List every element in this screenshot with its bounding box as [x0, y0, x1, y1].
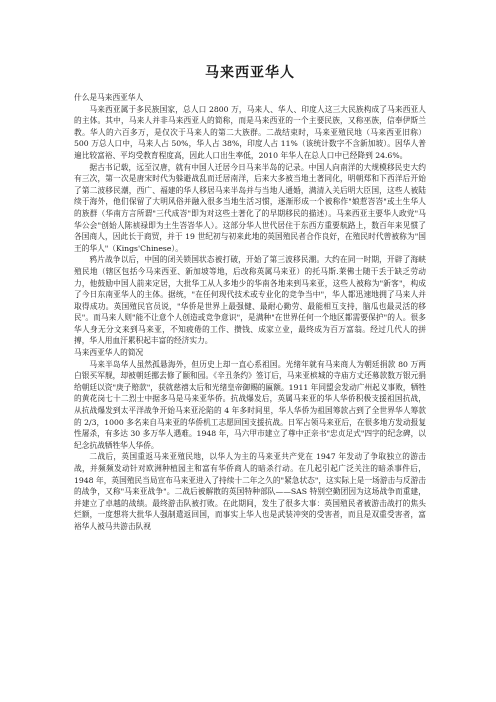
paragraph: 鸦片战争以后，中国的闭关锁国状态被打破，开始了第三波移民潮。大约在同一时期，开辟了海峡殖民地（辖区包括今马来西亚、新加坡等地，后改称英属马来亚）的托马斯.莱佛士随干丢于缺乏劳动力，他鼓励中国人前来定居，大批华工从人多地少的华南各地来到马来亚，这些人被称为"新客"，构成了今日东南亚华人的主体。据统，"在任何现代技术或专业化的竞争当中"，华人都迅速地拥了马来人并取得成功。英国殖民官员说，"华侨是世界上最强健、最耐心勤劳、最能相互支持，脑瓜也最灵活的移民"。而马来人则"能不让意个人创造或竞争意识"，是满种"在世界任何一个地区都需要保护"的人。很多华人身无分文来到马来亚，不知疲倦的工作、攒钱、成家立业，最终成为百万富翁。经过几代人的拼搏，华人用血汗累积起丰富的经济实力。 — [74, 255, 426, 346]
paragraph: 二战后，英国重返马来亚殖民地，以华人为主的马来亚共产党在 1947 年发动了争取独立的游击战，并频频发动针对欧洲种植园主和富有华侨商人的暗杀行动。在几起引起广泛关注的暗杀事件后，1948 年，英国殖民当局宣布马来亚进入了持续十二年之久的"紧急状态"，这实际上是一场游击与反游击的战争，又称"马来亚战争"。二战后被解散的英国特种部队——SAS 特别空勤团因为这场战争而重建，并建立了卓越的战绩。最终游击队被打败。在此期间，发生了很多大事：英国殖民者被游击战打的焦头烂额，一度想将大批华人强制遣返回国，而事实上华人也是武装冲突的受害者，而且是双重受害者，富裕华人被马共游击队视 — [74, 452, 426, 531]
paragraph: 据古书记载，远至汉唐，就有中国人迁居今日马来半岛的记录。中国人向南洋的大规模移民史大约有三次，第一次是唐宋时代为躲避战乱而迁居南洋，后来大多被当地土著同化，明朝郑和下西洋后开始了第二波移民潮，西广、福建的华人移居马来半岛并与当地人通婚，满清入关后明大臣国，这些人被陆续于海外，他们保留了大明风俗并融入很多当地生活习惯，逐渐形成一个被称作"娘惹峇峇"或土生华人的族群（华南方言所谓"三代成峇"即为对这些土著化了的早期移民的描述）。马来西亚主要华人政党"马华公会"创始人陈祯禄即为土生峇峇华人）。这部分华人世代居住于东西方重要航路上，数百年来见惯了各国商人，因此长于商贸，并于 19 世纪初与初来此地的英国殖民者合作良好，在殖民时代曾被称为"国王的华人"（Kings'Chinese）。 — [74, 162, 426, 253]
section-heading: 什么是马来西亚华人 — [74, 93, 144, 102]
document-body — [74, 92, 426, 533]
document-title: 马来西亚华人 — [205, 65, 295, 81]
paragraph: 马来半岛华人虽然孤悬海外，但历史上却一直心系祖国。光绪年就有马来商人为朝廷捐款 80 万两白银买军舰，却被朝廷挪去修了颐和园。《辛丑条约》签订后，马来亚槟城的寺庙方丈还募款数万银元捐给朝廷以资"庚子赔款"，获就慈禧太后和光绪皇帝御赐的匾额。1911 年同盟会发动广州起义事败，牺牲的黄花岗七十二烈士中据多马是马来亚华侨。抗战爆发后，英属马来亚的华人华侨积极支援祖国抗战，从抗战爆发到太平洋战争开始马来亚沦陷的 4 年多时间里，华人华侨为祖国筹款占到了全世界华人筹款的 2/3，1000 多名来自马来亚的华侨机工志愿回国支援抗战。日军占领马来亚后，在很多地方发动报复性屠杀，有多达 30 多万华人遇难。1948 年，马六甲市建立了尊中正亲书"忠贞足式"四字的纪念碑，以纪念抗战牺牲华人华侨。 — [74, 359, 427, 450]
paragraph: 马来西亚属于多民族国家，总人口 2800 万，马来人、华人、印度人这三大民族构成了马来西亚人的主体。其中，马来人并非马来西亚人的简称，而是马来西亚的一个主要民族，又称巫族，信奉伊斯兰教。华人的六百多万，是仅次于马来人的第二大族群。二战结束时，马来亚殖民地（马来西亚旧称）500 万总人口中，马来人占 50%，华人占 38%，印度人占 11%（该统计数字不含新加坡）。因华人普遍比较富裕、平均受教育程度高，因此人口出生率低，2010 年华人在总人口中已经降到 24.6%。 — [74, 104, 426, 160]
section-heading: 马来西亚华人的简况 — [74, 348, 144, 358]
